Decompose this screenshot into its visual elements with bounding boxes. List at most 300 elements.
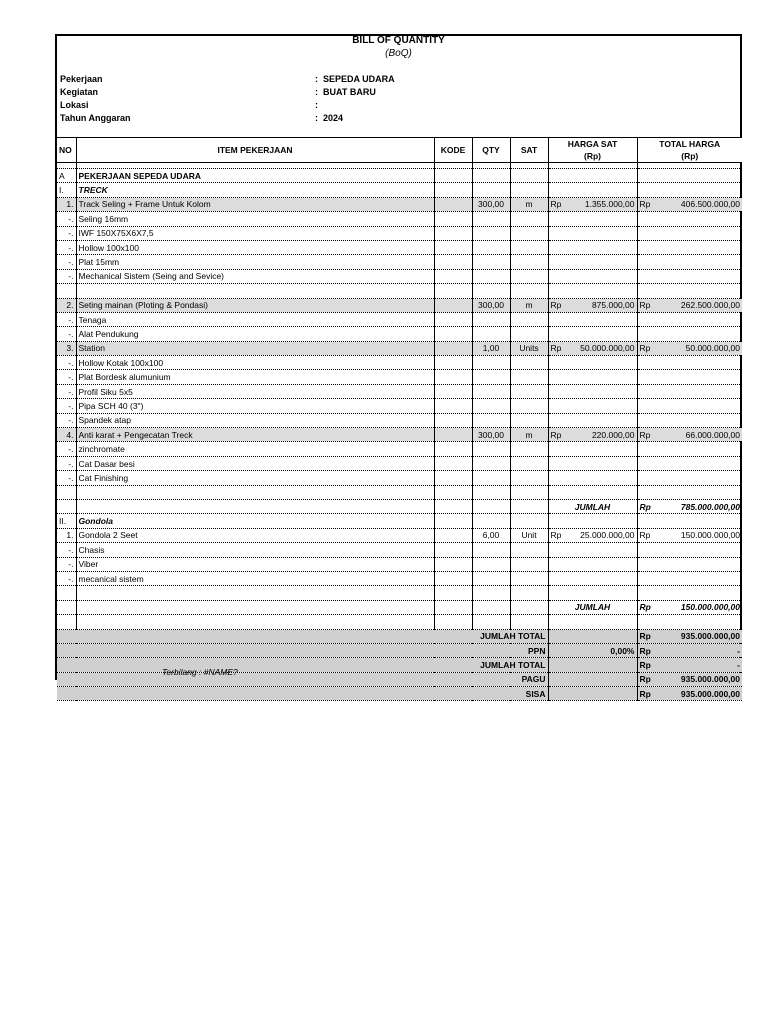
row-no: -. (57, 226, 76, 240)
rp-label: Rp (639, 501, 651, 512)
summary-value: - (737, 659, 740, 670)
row-item: Cat Finishing (76, 471, 434, 485)
blank-row (57, 485, 742, 499)
cell (434, 226, 472, 240)
cell (548, 442, 637, 456)
info-colon: : (315, 87, 318, 97)
row-sat: m (510, 428, 548, 442)
blank-row (57, 615, 742, 629)
item-row (57, 428, 742, 442)
cell (510, 356, 548, 370)
summary-value: 935.000.000,00 (680, 688, 740, 699)
summary-row (57, 658, 742, 672)
summary-total (637, 672, 742, 686)
total-value: 50.000.000,00 (685, 343, 740, 354)
cell (472, 485, 510, 499)
row-no: -. (57, 471, 76, 485)
summary-pct (548, 658, 637, 672)
row-kode (434, 528, 472, 542)
cell (472, 384, 510, 398)
col-total-unit: (Rp) (681, 151, 699, 161)
sub-item-row (57, 370, 742, 384)
rp-label: Rp (550, 300, 562, 311)
summary-pct: 0,00% (548, 643, 637, 657)
cell (510, 312, 548, 326)
cell (434, 456, 472, 470)
info-key: Tahun Anggaran (60, 113, 131, 123)
row-no: -. (57, 543, 76, 557)
group-row (57, 183, 742, 197)
cell (472, 226, 510, 240)
cell (548, 571, 637, 585)
row-no: -. (57, 255, 76, 269)
row-item: Anti karat + Pengecatan Treck (76, 428, 434, 442)
row-no: II. (57, 514, 76, 528)
row-no: -. (57, 384, 76, 398)
cell (434, 169, 472, 183)
cell (434, 615, 472, 629)
row-no: -. (57, 327, 76, 341)
item-row (57, 528, 742, 542)
cell (510, 240, 548, 254)
row-item: Station (76, 341, 434, 355)
summary-row (57, 672, 742, 686)
cell (510, 284, 548, 298)
cell (472, 269, 510, 283)
sub-item-row (57, 456, 742, 470)
total-value: 262.500.000,00 (680, 300, 740, 311)
cell (510, 255, 548, 269)
row-sat: m (510, 298, 548, 312)
row-no: -. (57, 571, 76, 585)
col-harga-unit: (Rp) (584, 151, 601, 161)
row-no: -. (57, 399, 76, 413)
row-no: 4. (57, 428, 76, 442)
cell (472, 456, 510, 470)
row-item: Tenaga (76, 312, 434, 326)
cell (434, 327, 472, 341)
summary-value: 935.000.000,00 (680, 631, 740, 642)
row-sat: m (510, 197, 548, 211)
col-sat: SAT (510, 138, 548, 163)
row-item: zinchromate (76, 442, 434, 456)
item-row (57, 341, 742, 355)
row-harga (548, 341, 637, 355)
cell (548, 615, 637, 629)
col-no: NO (57, 138, 76, 163)
cell (548, 370, 637, 384)
cell (510, 557, 548, 571)
row-item: Gondola (76, 514, 434, 528)
rp-label: Rp (550, 199, 562, 210)
cell (637, 240, 742, 254)
row-no: A (57, 169, 76, 183)
item-row (57, 298, 742, 312)
rp-label: Rp (639, 602, 651, 613)
cell (434, 399, 472, 413)
cell (548, 543, 637, 557)
cell (510, 169, 548, 183)
col-qty: QTY (472, 138, 510, 163)
row-kode (434, 428, 472, 442)
cell (637, 471, 742, 485)
boq-table (57, 137, 742, 701)
cell (637, 226, 742, 240)
summary-total (637, 629, 742, 643)
summary-total (637, 687, 742, 701)
cell (434, 240, 472, 254)
cell (434, 312, 472, 326)
cell (510, 413, 548, 427)
cell (510, 384, 548, 398)
cell (548, 471, 637, 485)
cell (637, 456, 742, 470)
summary-pct (548, 687, 637, 701)
row-harga (548, 197, 637, 211)
row-qty: 300,00 (472, 298, 510, 312)
row-qty: 6,00 (472, 528, 510, 542)
cell (434, 543, 472, 557)
sub-item-row (57, 543, 742, 557)
row-no: -. (57, 456, 76, 470)
cell (472, 312, 510, 326)
summary-row (57, 687, 742, 701)
summary-total (637, 658, 742, 672)
cell (548, 399, 637, 413)
harga-value: 50.000.000,00 (580, 343, 635, 354)
blank-row (57, 284, 742, 298)
cell (76, 615, 434, 629)
cell (548, 456, 637, 470)
cell (548, 312, 637, 326)
cell (434, 499, 472, 513)
cell (57, 284, 76, 298)
info-key: Lokasi (60, 100, 89, 110)
row-item: Plat Bordesk alumunium (76, 370, 434, 384)
cell (434, 284, 472, 298)
cell (510, 615, 548, 629)
sub-item-row (57, 212, 742, 226)
row-no: 3. (57, 341, 76, 355)
row-no: -. (57, 269, 76, 283)
sub-item-row (57, 269, 742, 283)
cell (472, 499, 510, 513)
cell (510, 485, 548, 499)
row-item: Chasis (76, 543, 434, 557)
row-harga (548, 528, 637, 542)
cell (548, 183, 637, 197)
info-colon: : (315, 113, 318, 123)
row-item: Cat Dasar besi (76, 456, 434, 470)
cell (76, 485, 434, 499)
table-header (57, 138, 742, 163)
harga-value: 1.355.000,00 (584, 199, 635, 210)
rp-label: Rp (639, 631, 651, 642)
cell (637, 284, 742, 298)
cell (434, 183, 472, 197)
cell (548, 514, 637, 528)
cell (434, 255, 472, 269)
row-sat: Units (510, 341, 548, 355)
cell (637, 255, 742, 269)
cell (434, 413, 472, 427)
info-key: Kegiatan (60, 87, 99, 97)
subtotal-value: 150.000.000,00 (680, 602, 740, 613)
cell (510, 370, 548, 384)
row-no: I. (57, 183, 76, 197)
cell (434, 269, 472, 283)
cell (472, 255, 510, 269)
subtotal-label: JUMLAH (548, 600, 637, 614)
sub-item-row (57, 255, 742, 269)
cell (637, 327, 742, 341)
cell (510, 543, 548, 557)
info-row (60, 87, 560, 99)
cell (472, 557, 510, 571)
row-item: Viber (76, 557, 434, 571)
cell (637, 212, 742, 226)
row-item: Hollow 100x100 (76, 240, 434, 254)
col-kode: KODE (434, 138, 472, 163)
cell (472, 571, 510, 585)
sub-item-row (57, 356, 742, 370)
cell (434, 586, 472, 600)
info-value: SEPEDA UDARA (323, 74, 395, 84)
row-item: Mechanical Sistem (Seing and Sevice) (76, 269, 434, 283)
info-value: 2024 (323, 113, 344, 123)
cell (434, 384, 472, 398)
cell (637, 442, 742, 456)
cell (510, 456, 548, 470)
boq-sheet (55, 34, 742, 699)
col-item: ITEM PEKERJAAN (76, 138, 434, 163)
sub-item-row (57, 471, 742, 485)
summary-total (637, 643, 742, 657)
sub-item-row (57, 399, 742, 413)
row-item: Alat Pendukung (76, 327, 434, 341)
sub-item-row (57, 226, 742, 240)
cell (548, 269, 637, 283)
cell (472, 586, 510, 600)
cell (637, 557, 742, 571)
row-item: Gondola 2 Seet (76, 528, 434, 542)
harga-value: 25.000.000,00 (580, 530, 635, 541)
cell (637, 169, 742, 183)
row-kode (434, 341, 472, 355)
cell (548, 226, 637, 240)
summary-value: 935.000.000,00 (680, 674, 740, 685)
summary-row (57, 629, 742, 643)
cell (510, 571, 548, 585)
row-total (637, 197, 742, 211)
sub-item-row (57, 413, 742, 427)
cell (637, 586, 742, 600)
cell (548, 356, 637, 370)
cell (510, 327, 548, 341)
cell (434, 356, 472, 370)
sub-item-row (57, 557, 742, 571)
cell (472, 543, 510, 557)
row-no: -. (57, 312, 76, 326)
row-item: TRECK (76, 183, 434, 197)
cell (510, 183, 548, 197)
row-no: -. (57, 442, 76, 456)
rp-label: Rp (639, 659, 651, 670)
row-kode (434, 197, 472, 211)
cell (548, 169, 637, 183)
cell (472, 356, 510, 370)
summary-pct (548, 629, 637, 643)
cell (57, 586, 76, 600)
row-qty: 1,00 (472, 341, 510, 355)
cell (472, 514, 510, 528)
cell (76, 284, 434, 298)
row-no: 1. (57, 528, 76, 542)
cell (637, 399, 742, 413)
cell (548, 586, 637, 600)
row-no: -. (57, 212, 76, 226)
rp-label: Rp (639, 300, 651, 311)
row-item: Spandek atap (76, 413, 434, 427)
cell (57, 485, 76, 499)
cell (434, 571, 472, 585)
cell (637, 514, 742, 528)
info-value: BUAT BARU (323, 87, 376, 97)
cell (472, 600, 510, 614)
cell (637, 615, 742, 629)
cell (76, 586, 434, 600)
row-harga (548, 428, 637, 442)
cell (548, 384, 637, 398)
cell (637, 356, 742, 370)
row-qty: 300,00 (472, 197, 510, 211)
cell (510, 600, 548, 614)
cell (434, 370, 472, 384)
rp-label: Rp (639, 674, 651, 685)
row-item: Seling 16mm (76, 212, 434, 226)
subtotal-total (637, 499, 742, 513)
terbilang-value: #NAME? (203, 667, 238, 677)
cell (472, 327, 510, 341)
row-item: Hollow Kotak 100x100 (76, 356, 434, 370)
section-row (57, 169, 742, 183)
cell (57, 600, 76, 614)
row-total (637, 298, 742, 312)
row-no: -. (57, 356, 76, 370)
row-sat: Unit (510, 528, 548, 542)
document-subtitle: (BoQ) (385, 48, 412, 59)
sub-item-row (57, 240, 742, 254)
cell (548, 255, 637, 269)
item-row (57, 197, 742, 211)
sub-item-row (57, 312, 742, 326)
rp-label: Rp (639, 199, 651, 210)
cell (472, 284, 510, 298)
row-harga (548, 298, 637, 312)
cell (510, 514, 548, 528)
cell (57, 499, 76, 513)
row-item: mecanical sistem (76, 571, 434, 585)
cell (472, 169, 510, 183)
cell (434, 471, 472, 485)
cell (637, 413, 742, 427)
cell (637, 269, 742, 283)
cell (76, 600, 434, 614)
cell (434, 212, 472, 226)
row-total (637, 528, 742, 542)
cell (76, 499, 434, 513)
cell (472, 212, 510, 226)
summary-pct (548, 672, 637, 686)
cell (472, 399, 510, 413)
cell (510, 471, 548, 485)
cell (637, 370, 742, 384)
cell (434, 557, 472, 571)
rp-label: Rp (550, 429, 562, 440)
document-title: BILL OF QUANTITY (352, 35, 445, 46)
cell (548, 240, 637, 254)
summary-value: - (737, 645, 740, 656)
cell (434, 600, 472, 614)
cell (472, 240, 510, 254)
sub-item-row (57, 384, 742, 398)
cell (637, 571, 742, 585)
harga-value: 875.000,00 (591, 300, 635, 311)
row-no: 1. (57, 197, 76, 211)
cell (548, 557, 637, 571)
row-item: IWF 150X75X6X7,5 (76, 226, 434, 240)
cell (548, 485, 637, 499)
subtotal-row (57, 499, 742, 513)
cell (637, 312, 742, 326)
cell (434, 485, 472, 499)
harga-value: 220.000,00 (591, 429, 635, 440)
sub-item-row (57, 442, 742, 456)
info-row (60, 100, 560, 112)
row-no: -. (57, 413, 76, 427)
info-row (60, 113, 560, 125)
col-total-label: TOTAL HARGA (659, 139, 721, 149)
summary-label: JUMLAH TOTAL (57, 658, 548, 672)
cell (434, 514, 472, 528)
sub-item-row (57, 327, 742, 341)
cell (510, 586, 548, 600)
rp-label: Rp (639, 429, 651, 440)
cell (510, 499, 548, 513)
info-key: Pekerjaan (60, 74, 103, 84)
row-item: PEKERJAAN SEPEDA UDARA (76, 169, 434, 183)
cell (510, 212, 548, 226)
cell (637, 485, 742, 499)
summary-row (57, 643, 742, 657)
col-harga-sat (548, 138, 637, 163)
subtotal-total (637, 600, 742, 614)
subtotal-row (57, 600, 742, 614)
rp-label: Rp (550, 530, 562, 541)
cell (637, 384, 742, 398)
info-colon: : (315, 74, 318, 84)
table-body (57, 163, 742, 701)
row-item: Seting mainan (Ploting & Pondasi) (76, 298, 434, 312)
cell (548, 327, 637, 341)
col-total-harga (637, 138, 742, 163)
total-value: 150.000.000,00 (680, 530, 740, 541)
cell (472, 183, 510, 197)
row-item: Pipa SCH 40 (3") (76, 399, 434, 413)
subtotal-value: 785.000.000,00 (680, 501, 740, 512)
row-no: -. (57, 370, 76, 384)
summary-label: SISA (57, 687, 548, 701)
